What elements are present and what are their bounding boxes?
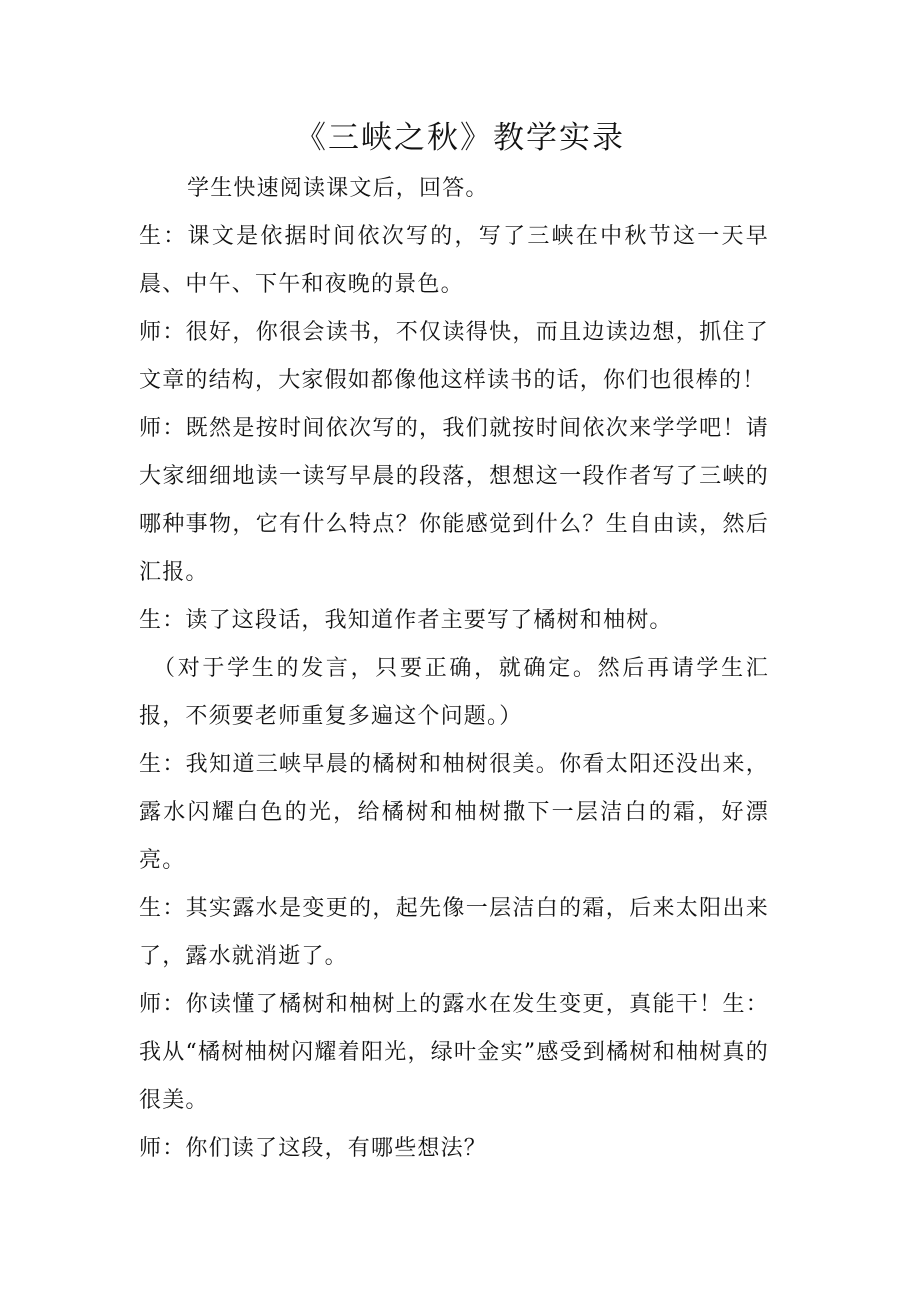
paragraph: 师：你们读了这段，有哪些想法？ xyxy=(139,1136,488,1161)
paragraph: 生：课文是依据时间依次写的，写了三峡在中秋节这一天早晨、中午、下午和夜晚的景色。 xyxy=(139,224,769,297)
document-title: 《三峡之秋》教学实录 xyxy=(295,120,625,156)
paragraph: 师：你读懂了橘树和柚树上的露水在发生变更，真能干！生：我从“橘树柚树闪耀着阳光，绿叶金实”感受到橘树和柚树真的很美。 xyxy=(139,992,769,1113)
document-body xyxy=(139,165,769,1173)
paragraph: 学生快速阅读课文后，回答。 xyxy=(187,176,489,201)
paragraph: 师：很好，你很会读书，不仅读得快，而且边读边想，抓住了文章的结构，大家假如都像他这样读书的话，你们也很棒的！ xyxy=(139,320,769,393)
paragraph: 生：读了这段话，我知道作者主要写了橘树和柚树。 xyxy=(139,608,673,633)
paragraph: 生：其实露水是变更的，起先像一层洁白的霜，后来太阳出来了，露水就消逝了。 xyxy=(139,896,769,969)
paragraph: 生：我知道三峡早晨的橘树和柚树很美。你看太阳还没出来，露水闪耀白色的光，给橘树和柚树撒下一层洁白的霜，好漂亮。 xyxy=(139,752,769,873)
paragraph: （对于学生的发言，只要正确，就确定。然后再请学生汇报，不须要老师重复多遍这个问题。） xyxy=(139,656,769,729)
paragraph: 师：既然是按时间依次写的，我们就按时间依次来学学吧！请大家细细地读一读写早晨的段落，想想这一段作者写了三峡的哪种事物，它有什么特点？你能感觉到什么？生自由读，然后汇报。 xyxy=(139,416,769,585)
